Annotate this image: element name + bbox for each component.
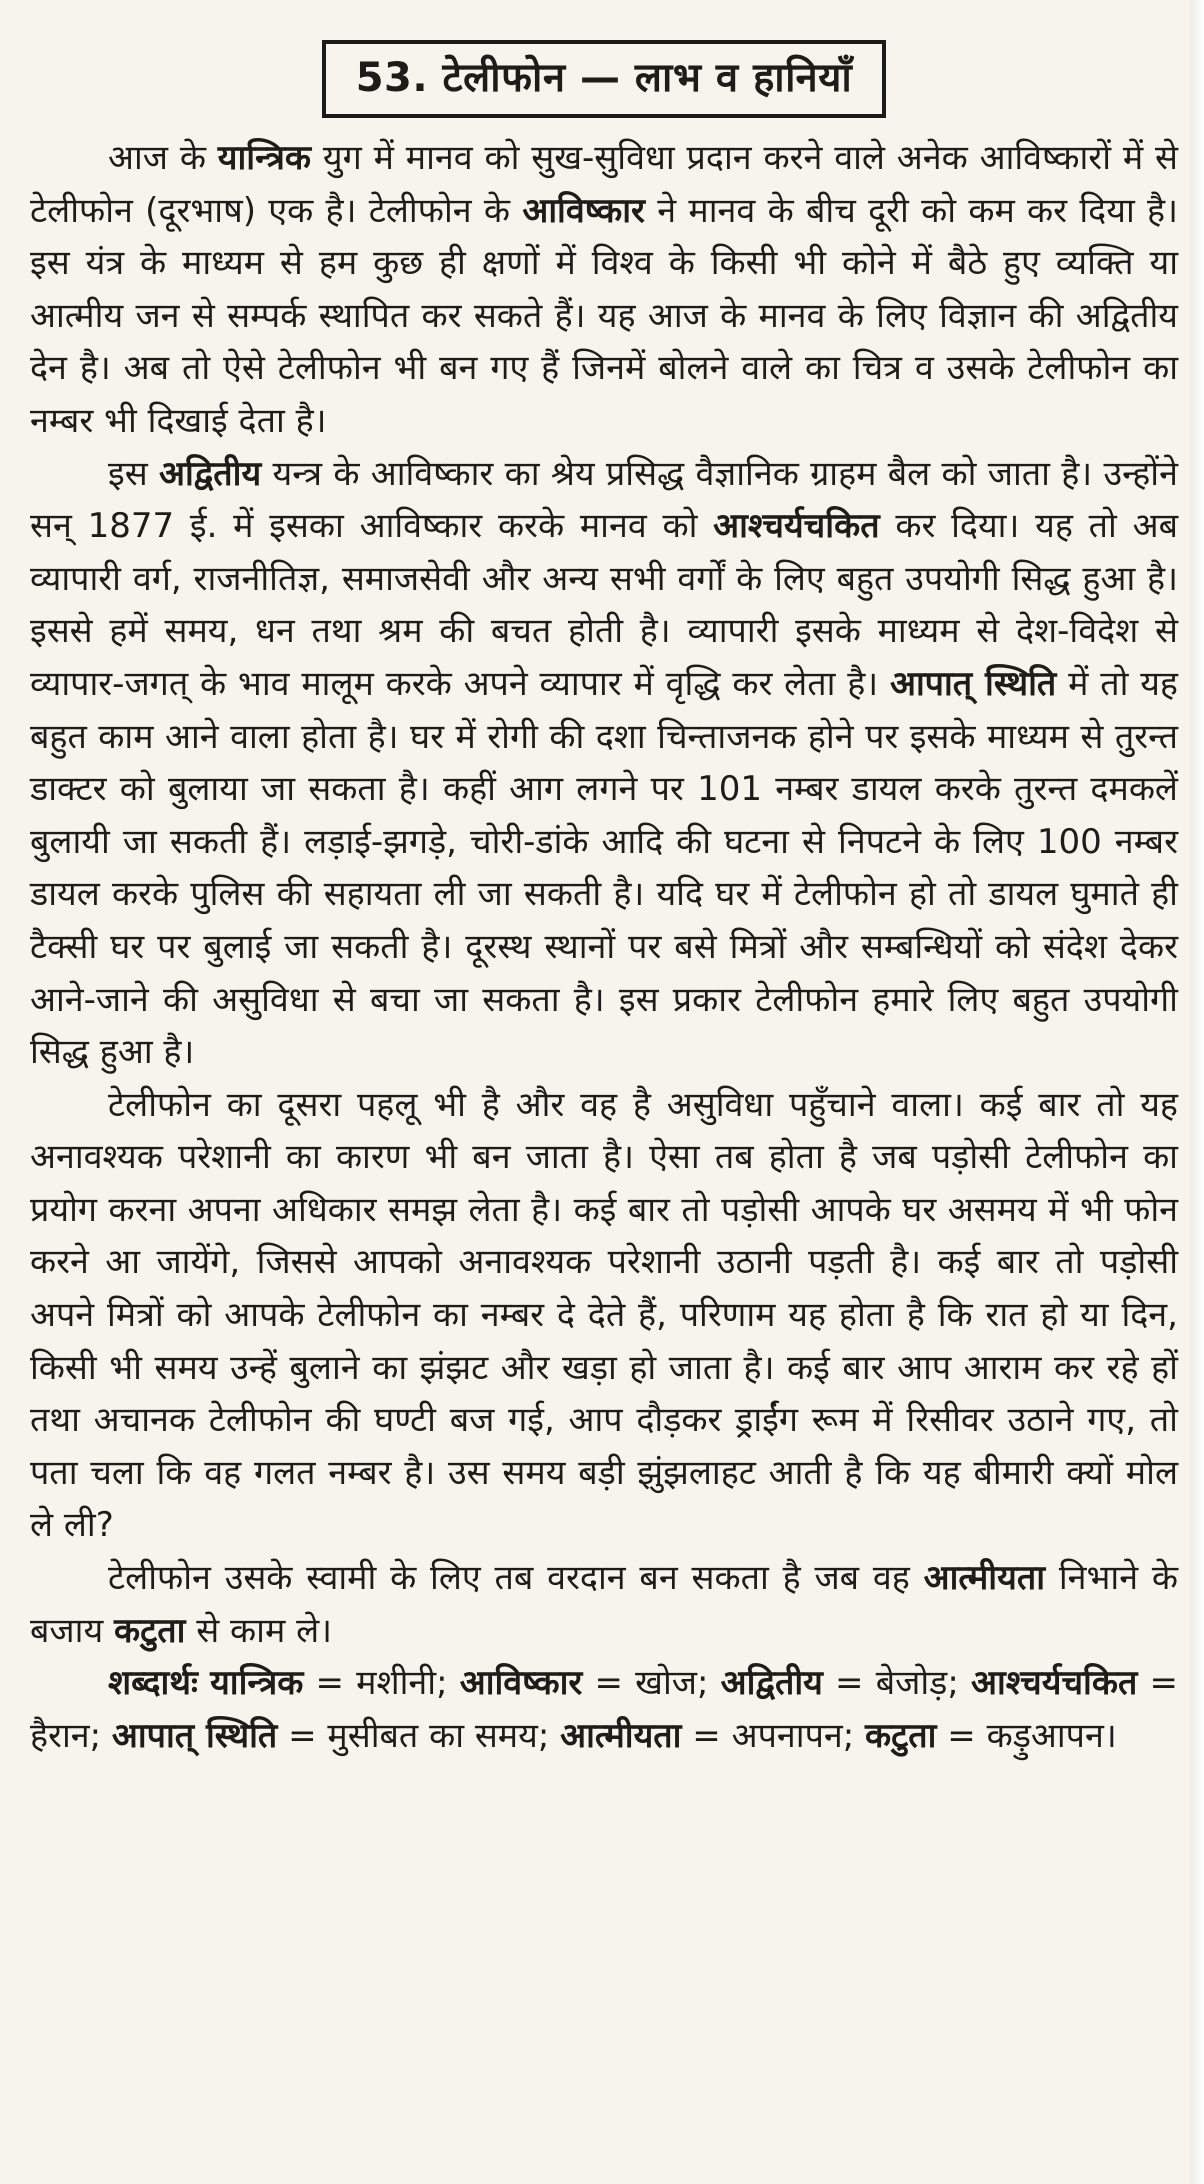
paragraph-text: से काम ले।	[185, 1610, 333, 1651]
paragraph-text: ने मानव के बीच दूरी को कम कर दिया है। इस यंत्र के माध्यम से हम कुछ ही क्षणों में विश्व के किसी भी कोने में बैठे हुए व्यक्ति या आत्मीय जन से सम्पर्क स्थापित कर सकते हैं। यह आज के मानव के लिए विज्ञान की अद्वितीय देन है। अब तो ऐसे टेलीफोन भी बन गए हैं जिनमें बोलने वाले का चित्र व उसके टेलीफोन का नम्बर भी दिखाई देता है।	[30, 190, 1178, 441]
bold-term: यान्त्रिक	[217, 138, 312, 178]
title-wrapper	[30, 40, 1178, 118]
essay-paragraph	[30, 448, 1178, 1079]
glossary-word: आत्मीयता	[560, 1715, 682, 1756]
paragraph-text: निभाने के बजाय	[30, 1558, 1179, 1651]
essay-title: 53. टेलीफोन — लाभ व हानियाँ	[322, 40, 887, 118]
paragraph-text: टेलीफोन उसके स्वामी के लिए तब वरदान बन सकता है जब वह	[108, 1558, 924, 1599]
glossary-word: यान्त्रिक	[210, 1663, 304, 1704]
glossary-word: आश्चर्यचकित	[970, 1663, 1138, 1704]
glossary-meaning: बेजोड़	[875, 1663, 948, 1704]
bold-term: आश्चर्यचकित	[713, 506, 880, 547]
bold-term: अद्वितीय	[158, 453, 262, 494]
glossary-word: अद्वितीय	[720, 1663, 823, 1704]
paragraph-text: यन्त्र के आविष्कार का श्रेय प्रसिद्ध वैज्ञानिक ग्राहम बैल को जाता है। उन्होंने सन् 1877 ई. में इसका आविष्कार करके मानव को	[30, 453, 1178, 547]
paragraph-text: युग में मानव को सुख-सुविधा प्रदान करने वाले अनेक आविष्कारों में से टेलीफोन (दूरभाष) एक है। टेलीफोन के	[30, 138, 1178, 231]
glossary-word: आपात् स्थिति	[111, 1715, 278, 1756]
glossary-meaning: हैरान	[30, 1715, 90, 1756]
glossary-meaning: खोज	[635, 1663, 697, 1704]
glossary-meaning: मुसीबत का समय	[327, 1715, 538, 1756]
essay-paragraph	[30, 1079, 1178, 1552]
glossary-meaning: अपनापन	[731, 1715, 843, 1756]
glossary-word: आविष्कार	[459, 1663, 583, 1704]
essay-body	[30, 132, 1178, 1762]
bold-term: आविष्कार	[522, 190, 645, 231]
paragraph-text: इस	[108, 453, 159, 494]
page-edge	[1190, 0, 1204, 2184]
bold-term: आत्मीयता	[923, 1558, 1046, 1599]
bold-term: आपात् स्थिति	[889, 663, 1057, 704]
essay-paragraph	[30, 132, 1178, 448]
paragraph-text: में तो यह बहुत काम आने वाला होता है। घर में रोगी की दशा चिन्ताजनक होने पर इसके माध्यम से तुरन्त डाक्टर को बुलाया जा सकता है। कहीं आग लगने पर 101 नम्बर डायल करके तुरन्त दमकलें बुलायी जा सकती हैं। लड़ाई-झगड़े, चोरी-डांके आदि की घटना से निपटने के लिए 100 नम्बर डायल करके पुलिस की सहायता ली जा सकती है। यदि घर में टेलीफोन हो तो डायल घुमाते ही टैक्सी घर पर बुलाई जा सकती है। दूरस्थ स्थानों पर बसे मित्रों और सम्बन्धियों को संदेश देकर आने-जाने की असुविधा से बचा जा सकता है। इस प्रकार टेलीफोन हमारे लिए बहुत उपयोगी सिद्ध हुआ है।	[30, 663, 1178, 1073]
essay-paragraph	[30, 1552, 1178, 1657]
glossary-heading: शब्दार्थः	[108, 1663, 198, 1704]
glossary-word: कटुता	[865, 1715, 937, 1756]
glossary-meaning: कड़ुआपन	[986, 1715, 1104, 1756]
bold-term: कटुता	[113, 1610, 186, 1651]
paragraph-text: टेलीफोन का दूसरा पहलू भी है और वह है असुविधा पहुँचाने वाला। कई बार तो यह अनावश्यक परेशानी का कारण भी बन जाता है। ऐसा तब होता है जब पड़ोसी टेलीफोन का प्रयोग करना अपना अधिकार समझ लेता है। कई बार तो पड़ोसी आपके घर असमय में भी फोन करने आ जायेंगे, जिससे आपको अनावश्यक परेशानी उठानी पड़ती है। कई बार तो पड़ोसी अपने मित्रों को आपके टेलीफोन का नम्बर दे देते हैं, परिणाम यह होता है कि रात हो या दिन, किसी भी समय उन्हें बुलाने का झंझट और खड़ा हो जाता है। कई बार आप आराम कर रहे हों तथा अचानक टेलीफोन की घण्टी बज गई, आप दौड़कर ड्राईंग रूम में रिसीवर उठाने गए, तो पता चला कि वह गलत नम्बर है। उस समय बड़ी झुंझलाहट आती है कि यह बीमारी क्यों मोल ले ली?	[30, 1084, 1178, 1546]
glossary: शब्दार्थः यान्त्रिक = मशीनी; आविष्कार = खोज; अद्वितीय = बेजोड़; आश्चर्यचकित = हैरान; आपात् स्थिति = मुसीबत का समय; आत्मीयता = अपनापन; कटुता = कड़ुआपन।	[30, 1663, 1179, 1756]
paragraph-text: कर दिया। यह तो अब व्यापारी वर्ग, राजनीतिज्ञ, समाजसेवी और अन्य सभी वर्गों के लिए बहुत उपयोगी सिद्ध हुआ है। इससे हमें समय, धन तथा श्रम की बचत होती है। व्यापारी इसके माध्यम से देश-विदेश से व्यापार-जगत् के भाव मालूम करके अपने व्यापार में वृद्धि कर लेता है।	[30, 506, 1178, 704]
paragraph-text: आज के	[108, 138, 218, 178]
glossary-meaning: मशीनी	[356, 1663, 437, 1704]
